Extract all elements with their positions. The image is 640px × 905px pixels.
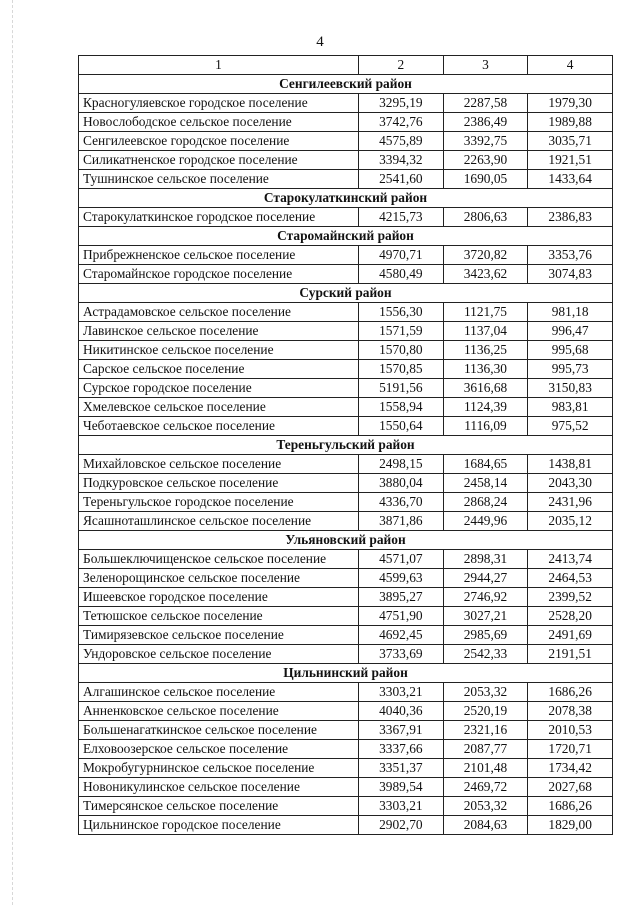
value-col-4: 3035,71 — [528, 132, 613, 151]
value-col-3: 2087,77 — [443, 740, 528, 759]
value-col-4: 3074,83 — [528, 265, 613, 284]
value-col-3: 2321,16 — [443, 721, 528, 740]
settlement-name: Прибрежненское сельское поселение — [79, 246, 359, 265]
value-col-2: 5191,56 — [359, 379, 444, 398]
value-col-2: 3394,32 — [359, 151, 444, 170]
table-row — [79, 645, 613, 664]
value-col-4: 1438,81 — [528, 455, 613, 474]
table-header-row — [79, 56, 613, 75]
settlement-name: Ишеевское городское поселение — [79, 588, 359, 607]
table-row — [79, 816, 613, 835]
value-col-3: 2806,63 — [443, 208, 528, 227]
settlement-name: Сенгилеевское городское поселение — [79, 132, 359, 151]
value-col-3: 2520,19 — [443, 702, 528, 721]
value-col-3: 2053,32 — [443, 797, 528, 816]
settlement-name: Старокулаткинское городское поселение — [79, 208, 359, 227]
table-row — [79, 417, 613, 436]
table-row — [79, 550, 613, 569]
value-col-2: 4215,73 — [359, 208, 444, 227]
value-col-2: 4970,71 — [359, 246, 444, 265]
settlement-name: Новослободское сельское поселение — [79, 113, 359, 132]
section-header-row — [79, 189, 613, 208]
value-col-3: 2101,48 — [443, 759, 528, 778]
district-title: Тереньгульский район — [79, 436, 613, 455]
settlement-name: Астрадамовское сельское поселение — [79, 303, 359, 322]
section-header-row — [79, 75, 613, 94]
value-col-4: 975,52 — [528, 417, 613, 436]
table-row — [79, 322, 613, 341]
table-row — [79, 702, 613, 721]
value-col-4: 2010,53 — [528, 721, 613, 740]
value-col-3: 2898,31 — [443, 550, 528, 569]
table-row — [79, 208, 613, 227]
value-col-4: 2399,52 — [528, 588, 613, 607]
column-header-1: 1 — [79, 56, 359, 75]
value-col-4: 3150,83 — [528, 379, 613, 398]
value-col-3: 2944,27 — [443, 569, 528, 588]
page-number: 4 — [316, 34, 324, 50]
value-col-3: 2287,58 — [443, 94, 528, 113]
table-row — [79, 626, 613, 645]
value-col-2: 1571,59 — [359, 322, 444, 341]
value-col-4: 1433,64 — [528, 170, 613, 189]
value-col-4: 2043,30 — [528, 474, 613, 493]
value-col-2: 2541,60 — [359, 170, 444, 189]
value-col-4: 2386,83 — [528, 208, 613, 227]
value-col-2: 1556,30 — [359, 303, 444, 322]
district-title: Цильнинский район — [79, 664, 613, 683]
value-col-2: 4571,07 — [359, 550, 444, 569]
table-row — [79, 493, 613, 512]
value-col-4: 1686,26 — [528, 797, 613, 816]
value-col-3: 2084,63 — [443, 816, 528, 835]
table-row — [79, 474, 613, 493]
value-col-2: 4040,36 — [359, 702, 444, 721]
table-row — [79, 512, 613, 531]
value-col-3: 3720,82 — [443, 246, 528, 265]
table-row — [79, 303, 613, 322]
scan-margin-line — [12, 0, 13, 905]
value-col-3: 3392,75 — [443, 132, 528, 151]
table-row — [79, 151, 613, 170]
value-col-4: 1720,71 — [528, 740, 613, 759]
value-col-2: 3895,27 — [359, 588, 444, 607]
value-col-3: 1684,65 — [443, 455, 528, 474]
settlement-name: Тимирязевское сельское поселение — [79, 626, 359, 645]
table-row — [79, 170, 613, 189]
value-col-3: 2542,33 — [443, 645, 528, 664]
settlement-name: Цильнинское городское поселение — [79, 816, 359, 835]
settlement-name: Мокробугурнинское сельское поселение — [79, 759, 359, 778]
value-col-2: 3989,54 — [359, 778, 444, 797]
value-col-4: 981,18 — [528, 303, 613, 322]
value-col-3: 3616,68 — [443, 379, 528, 398]
value-col-2: 1558,94 — [359, 398, 444, 417]
value-col-4: 995,73 — [528, 360, 613, 379]
settlement-name: Тереньгульское городское поселение — [79, 493, 359, 512]
value-col-4: 2035,12 — [528, 512, 613, 531]
table-row — [79, 588, 613, 607]
table-row — [79, 246, 613, 265]
settlement-name: Тимерсянское сельское поселение — [79, 797, 359, 816]
value-col-3: 1136,30 — [443, 360, 528, 379]
section-header-row — [79, 227, 613, 246]
table-body — [79, 56, 613, 835]
value-col-4: 1829,00 — [528, 816, 613, 835]
value-col-2: 3742,76 — [359, 113, 444, 132]
value-col-4: 995,68 — [528, 341, 613, 360]
value-col-3: 1137,04 — [443, 322, 528, 341]
value-col-3: 1136,25 — [443, 341, 528, 360]
table-row — [79, 398, 613, 417]
value-col-3: 1690,05 — [443, 170, 528, 189]
value-col-2: 4575,89 — [359, 132, 444, 151]
value-col-2: 3295,19 — [359, 94, 444, 113]
value-col-4: 1979,30 — [528, 94, 613, 113]
table-row — [79, 683, 613, 702]
value-col-3: 1121,75 — [443, 303, 528, 322]
value-col-4: 2528,20 — [528, 607, 613, 626]
column-header-3: 3 — [443, 56, 528, 75]
value-col-4: 1921,51 — [528, 151, 613, 170]
settlement-name: Большенагаткинское сельское поселение — [79, 721, 359, 740]
value-col-4: 996,47 — [528, 322, 613, 341]
district-title: Старомайнский район — [79, 227, 613, 246]
settlement-name: Хмелевское сельское поселение — [79, 398, 359, 417]
settlement-name: Чеботаевское сельское поселение — [79, 417, 359, 436]
section-header-row — [79, 436, 613, 455]
table-row — [79, 94, 613, 113]
table-row — [79, 607, 613, 626]
settlement-name: Старомайнское городское поселение — [79, 265, 359, 284]
settlement-name: Ундоровское сельское поселение — [79, 645, 359, 664]
district-title: Ульяновский район — [79, 531, 613, 550]
settlement-name: Зеленорощинское сельское поселение — [79, 569, 359, 588]
value-col-3: 2746,92 — [443, 588, 528, 607]
table-row — [79, 778, 613, 797]
value-col-2: 4580,49 — [359, 265, 444, 284]
value-col-2: 3367,91 — [359, 721, 444, 740]
settlement-name: Силикатненское городское поселение — [79, 151, 359, 170]
table-row — [79, 379, 613, 398]
value-col-2: 3337,66 — [359, 740, 444, 759]
value-col-4: 2491,69 — [528, 626, 613, 645]
settlement-name: Лавинское сельское поселение — [79, 322, 359, 341]
table-row — [79, 265, 613, 284]
table-row — [79, 360, 613, 379]
value-col-2: 4336,70 — [359, 493, 444, 512]
value-col-3: 2449,96 — [443, 512, 528, 531]
table-row — [79, 341, 613, 360]
value-col-3: 3423,62 — [443, 265, 528, 284]
value-col-2: 4692,45 — [359, 626, 444, 645]
value-col-3: 1116,09 — [443, 417, 528, 436]
settlement-name: Тушнинское сельское поселение — [79, 170, 359, 189]
value-col-4: 1686,26 — [528, 683, 613, 702]
table-row — [79, 455, 613, 474]
column-header-2: 2 — [359, 56, 444, 75]
table-row — [79, 721, 613, 740]
section-header-row — [79, 531, 613, 550]
settlement-name: Никитинское сельское поселение — [79, 341, 359, 360]
settlement-name: Анненковское сельское поселение — [79, 702, 359, 721]
value-col-2: 3871,86 — [359, 512, 444, 531]
settlement-name: Алгашинское сельское поселение — [79, 683, 359, 702]
table-row — [79, 759, 613, 778]
value-col-4: 1734,42 — [528, 759, 613, 778]
value-col-4: 2431,96 — [528, 493, 613, 512]
settlement-name: Большеключищенское сельское поселение — [79, 550, 359, 569]
settlement-name: Ясашноташлинское сельское поселение — [79, 512, 359, 531]
value-col-4: 3353,76 — [528, 246, 613, 265]
settlements-table — [78, 55, 613, 835]
value-col-4: 2464,53 — [528, 569, 613, 588]
column-header-4: 4 — [528, 56, 613, 75]
value-col-2: 1570,80 — [359, 341, 444, 360]
value-col-2: 3733,69 — [359, 645, 444, 664]
settlement-name: Тетюшское сельское поселение — [79, 607, 359, 626]
table-row — [79, 569, 613, 588]
settlement-name: Подкуровское сельское поселение — [79, 474, 359, 493]
district-title: Сурский район — [79, 284, 613, 303]
value-col-2: 3303,21 — [359, 797, 444, 816]
settlement-name: Михайловское сельское поселение — [79, 455, 359, 474]
value-col-2: 4751,90 — [359, 607, 444, 626]
value-col-4: 983,81 — [528, 398, 613, 417]
value-col-2: 3880,04 — [359, 474, 444, 493]
value-col-4: 2078,38 — [528, 702, 613, 721]
value-col-3: 3027,21 — [443, 607, 528, 626]
value-col-3: 2053,32 — [443, 683, 528, 702]
settlement-name: Сурское городское поселение — [79, 379, 359, 398]
district-title: Сенгилеевский район — [79, 75, 613, 94]
value-col-3: 2458,14 — [443, 474, 528, 493]
value-col-2: 1550,64 — [359, 417, 444, 436]
value-col-4: 2413,74 — [528, 550, 613, 569]
settlement-name: Красногуляевское городское поселение — [79, 94, 359, 113]
value-col-2: 3351,37 — [359, 759, 444, 778]
value-col-2: 1570,85 — [359, 360, 444, 379]
settlement-name: Новоникулинское сельское поселение — [79, 778, 359, 797]
value-col-3: 2469,72 — [443, 778, 528, 797]
table-row — [79, 740, 613, 759]
value-col-2: 3303,21 — [359, 683, 444, 702]
section-header-row — [79, 664, 613, 683]
value-col-4: 2027,68 — [528, 778, 613, 797]
district-title: Старокулаткинский район — [79, 189, 613, 208]
value-col-3: 2386,49 — [443, 113, 528, 132]
section-header-row — [79, 284, 613, 303]
value-col-4: 2191,51 — [528, 645, 613, 664]
value-col-3: 2985,69 — [443, 626, 528, 645]
settlement-name: Елховоозерское сельское поселение — [79, 740, 359, 759]
value-col-3: 1124,39 — [443, 398, 528, 417]
settlement-name: Сарское сельское поселение — [79, 360, 359, 379]
value-col-2: 2498,15 — [359, 455, 444, 474]
value-col-3: 2263,90 — [443, 151, 528, 170]
value-col-3: 2868,24 — [443, 493, 528, 512]
value-col-2: 2902,70 — [359, 816, 444, 835]
table-row — [79, 797, 613, 816]
value-col-2: 4599,63 — [359, 569, 444, 588]
table-row — [79, 113, 613, 132]
table-row — [79, 132, 613, 151]
value-col-4: 1989,88 — [528, 113, 613, 132]
